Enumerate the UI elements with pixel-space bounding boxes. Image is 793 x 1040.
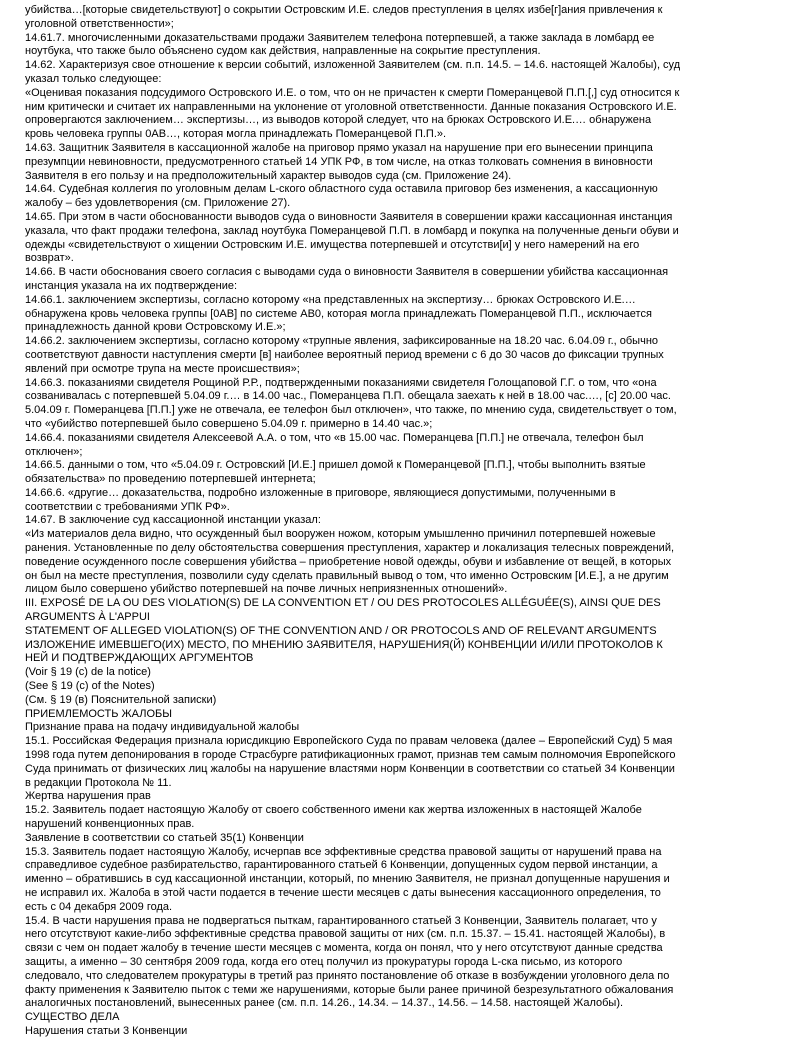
document-line: поведение осужденного после совершения убийства – приобретение новой одежды, обуви и избавление от вещей, в которых: [25, 555, 672, 568]
document-line: он был на месте преступления, позволили суду сделать правильный вывод о том, что именно Островским [И.Е.], а не другим: [25, 569, 669, 582]
document-line: Нарушения статьи 3 Конвенции: [25, 1024, 188, 1037]
document-line: Признание права на подачу индивидуальной жалобы: [25, 721, 300, 734]
document-line: ARGUMENTS À L'APPUI: [25, 611, 150, 624]
document-line: 14.63. Защитник Заявителя в кассационной жалобе на приговор прямо указал на нарушение при его вынесении принципа: [25, 141, 653, 154]
document-line: STATEMENT OF ALLEGED VIOLATION(S) OF THE CONVENTION AND / OR PROTOCOLS AND OF RELEVANT ARGUMENTS: [25, 624, 657, 637]
document-line: аналогичных постановлений, вынесенных ранее (см. п.п. 14.26., 14.34. – 14.37., 14.56. – 14.58. настоящей Жалобы).: [25, 997, 624, 1010]
document-line: Суда принимать от физических лиц жалобы на нарушение властями норм Конвенции в соответствии со статьей 34 Конвенции: [25, 762, 675, 775]
document-line: ним критически и считает их направленными на уклонение от уголовной ответственности. Данные показания Островского И.Е.: [25, 100, 677, 113]
document-line: обязательства» по проведению потерпевшей интернета;: [25, 473, 316, 486]
document-line: «Из материалов дела видно, что осужденный был вооружен ножом, которым умышленно причинил потерпевшей ножевые: [25, 528, 656, 541]
document-line: одежды «свидетельствуют о хищении Островским И.Е. имущества потерпевшей и отсутстви[и] у него намерений на его: [25, 238, 640, 251]
document-line: созванивалась с потерпевшей 5.04.09 г.… в 14.00 час., Померанцева П.П. обещала заехать к ней в 18.00 час.…, [с] 20.00 час.: [25, 390, 671, 403]
document-line: (See § 19 (c) of the Notes): [25, 680, 155, 693]
document-line: 15.1. Российская Федерация признала юрисдикцию Европейского Суда по правам человека (далее – Европейский Суд) 5 мая: [25, 735, 673, 748]
document-line: 14.64. Судебная коллегия по уголовным делам L-ского областного суда оставила приговор без изменения, а кассационную: [25, 183, 658, 196]
document-line: соответствуют давности наступления смерти [в] наиболее вероятный период времени с 6 до 30 часов до фиксации трупных: [25, 348, 664, 361]
document-line: факту применения к Заявителю пыток с теми же нарушениями, которые были ранее причиной безрезультатного обжалования: [25, 983, 674, 996]
document-line: 14.66.3. показаниями свидетеля Рощиной Р.Р., подтвержденными показаниями свидетеля Голощаповой Г.Г. о том, что «она: [25, 376, 657, 389]
document-line: Заявление в соответствии со статьей 35(1) Конвенции: [25, 831, 304, 844]
document-line: инстанция указала на их подтверждение:: [25, 279, 238, 292]
document-line: следовало, что следователем прокуратуры в третий раз принято постановление об отказе в возбуждении уголовного дела по: [25, 969, 670, 982]
document-line: НЕЙ И ПОДТВЕРЖДАЮЩИХ АРГУМЕНТОВ: [25, 652, 254, 665]
document-line: 14.66.2. заключением экспертизы, согласно которому «трупные явления, зафиксированные на 18.20 час. 6.04.09 г., обычно: [25, 335, 659, 348]
document-line: ПРИЕМЛЕМОСТЬ ЖАЛОБЫ: [25, 707, 172, 720]
document-line: отключен»;: [25, 445, 83, 458]
document-line: 14.66.5. данными о том, что «5.04.09 г. Островский [И.Е.] пришел домой к Померанцевой [П.П.], чтобы выполнить взятые: [25, 459, 646, 472]
document-line: презумпции невиновности, предусмотренного статьей 14 УПК РФ, в том числе, на отказ толковать сомнения в виновности: [25, 155, 653, 168]
document-line: (Voir § 19 (c) de la notice): [25, 666, 151, 679]
document-line: 14.67. В заключение суд кассационной инстанции указал:: [25, 514, 321, 527]
document-line: 14.66.1. заключением экспертизы, согласно которому «на представленных на экспертизу… брюках Островского И.Е.…: [25, 293, 636, 306]
document-line: 14.61.7. многочисленными доказательствами продажи Заявителем телефона потерпевшей, а также заклада в ломбард ее: [25, 31, 655, 44]
document-text: [25, 4, 785, 1039]
document-line: «Оценивая показания подсудимого Островского И.Е. о том, что он не причастен к смерти Померанцевой П.П.[,] суд относится к: [25, 86, 680, 99]
document-line: жалобу – без удовлетворения (см. Приложение 27).: [25, 197, 291, 210]
document-line: 14.65. При этом в части обоснованности выводов суда о виновности Заявителя в совершении кражи кассационная инстанция: [25, 210, 673, 223]
document-line: Заявителя в его пользу и на предположительный характер выводов суда (см. Приложение 24).: [25, 169, 512, 182]
document-line: него отсутствуют какие-либо эффективные средства правовой защиты от них (см. п.п. 15.37. – 15.41. настоящей Жалобы), в: [25, 928, 666, 941]
document-line: ранения. Установленные по делу обстоятельства совершения преступления, характер и локализация телесных повреждений,: [25, 542, 675, 555]
document-line: есть с 04 декабря 2009 года.: [25, 900, 173, 913]
document-line: возврат».: [25, 252, 74, 265]
document-line: 15.3. Заявитель подает настоящую Жалобу, исчерпав все эффективные средства правовой защиты от нарушений права на: [25, 845, 662, 858]
document-line: указал только следующее:: [25, 72, 162, 85]
document-line: СУЩЕСТВО ДЕЛА: [25, 1011, 120, 1024]
document-line: справедливое судебное разбирательство, гарантированного статьей 6 Конвенции, допущенных судом первой инстанции, а: [25, 859, 658, 872]
document-line: именно – обратившись в суд кассационной инстанции, который, по мнению Заявителя, не признал допущенные нарушения и: [25, 873, 670, 886]
document-line: ноутбука, что также было объяснено судом как действия, направленные на сокрытие преступления.: [25, 45, 541, 58]
document-line: обнаружена кровь человека группы [0АВ] по системе АВ0, которая могла принадлежать Померанцевой П.П., исключается: [25, 307, 652, 320]
document-line: что «убийство потерпевшей было совершено 5.04.09 г. примерно в 14.40 час.»;: [25, 417, 433, 430]
document-line: 14.66.6. «другие… доказательства, подробно изложенные в приговоре, являющиеся допустимыми, полученными в: [25, 486, 616, 499]
document-line: 1998 года путем депонирования в городе Страсбурге ратификационных грамот, признав тем самым полномочия Европейского: [25, 749, 676, 762]
document-line: лицом было совершено убийство потерпевшей на почве личных неприязненных отношений».: [25, 583, 508, 596]
document-line: 14.66. В части обоснования своего согласия с выводами суда о виновности Заявителя в совершении убийства кассационная: [25, 266, 669, 279]
document-line: связи с чем он подает жалобу в течение шести месяцев с момента, когда он понял, что у него отсутствуют данные средства: [25, 942, 663, 955]
document-line: 15.2. Заявитель подает настоящую Жалобу от своего собственного имени как жертва изложенных в настоящей Жалобе: [25, 804, 642, 817]
document-line: ИЗЛОЖЕНИЕ ИМЕВШЕГО(ИХ) МЕСТО, ПО МНЕНИЮ ЗАЯВИТЕЛЯ, НАРУШЕНИЯ(Й) КОНВЕНЦИИ И/ИЛИ ПРОТОКОЛОВ К: [25, 638, 663, 651]
document-line: 14.66.4. показаниями свидетеля Алексеевой А.А. о том, что «в 15.00 час. Померанцева [П.П.] не отвечала, телефон был: [25, 431, 644, 444]
document-line: 14.62. Характеризуя свое отношение к версии событий, изложенной Заявителем (см. п.п. 14.5. – 14.6. настоящей Жалобы), суд: [25, 59, 681, 72]
document-line: 5.04.09 г. Померанцева [П.П.] уже не отвечала, ее телефон был отключен», что также, по мнению суда, свидетельствует о том,: [25, 404, 677, 417]
document-line: III. EXPOSÉ DE LA OU DES VIOLATION(S) DE LA CONVENTION ET / OU DES PROTOCOLES ALLÉGUÉE(S), AINSI QUE DES: [25, 597, 661, 610]
document-line: убийства…[которые свидетельствуют] о сокрытии Островским И.Е. следов преступления в целях избе[г]ания привлечения к: [25, 4, 663, 16]
document-line: Жертва нарушения прав: [25, 790, 151, 803]
document-line: явлений при осмотре трупа на месте происшествия»;: [25, 362, 300, 375]
document-line: (См. § 19 (в) Пояснительной записки): [25, 693, 217, 706]
document-line: принадлежность данной крови Островскому И.Е.»;: [25, 321, 286, 334]
document-line: соответствии с требованиями УПК РФ».: [25, 500, 230, 513]
document-line: не исправил их. Жалоба в этой части подается в течение шести месяцев с даты вынесения кассационного определения, то: [25, 887, 661, 899]
document-line: уголовной ответственности»;: [25, 17, 174, 30]
document-line: 15.4. В части нарушения права не подвергаться пыткам, гарантированного статьей 3 Конвенции, Заявитель полагает, что у: [25, 914, 657, 927]
document-line: указала, что факт продажи телефона, заклад ноутбука Померанцевой П.П. в ломбард и покупка на полученные деньги обуви и: [25, 224, 679, 237]
document-line: опровергаются заключением… экспертизы…, из выводов которой следует, что на брюках Островского И.Е.… обнаружена: [25, 114, 652, 127]
document-line: нарушений конвенционных прав.: [25, 818, 195, 831]
document-line: кровь человека группы 0АВ…, которая могла принадлежать Померанцевой П.П.».: [25, 128, 447, 141]
document-line: защиты, а именно – 30 сентября 2009 года, когда его отец получил из прокуратуры города L-ска письмо, из которого: [25, 955, 623, 968]
document-line: в редакции Протокола № 11.: [25, 776, 172, 789]
